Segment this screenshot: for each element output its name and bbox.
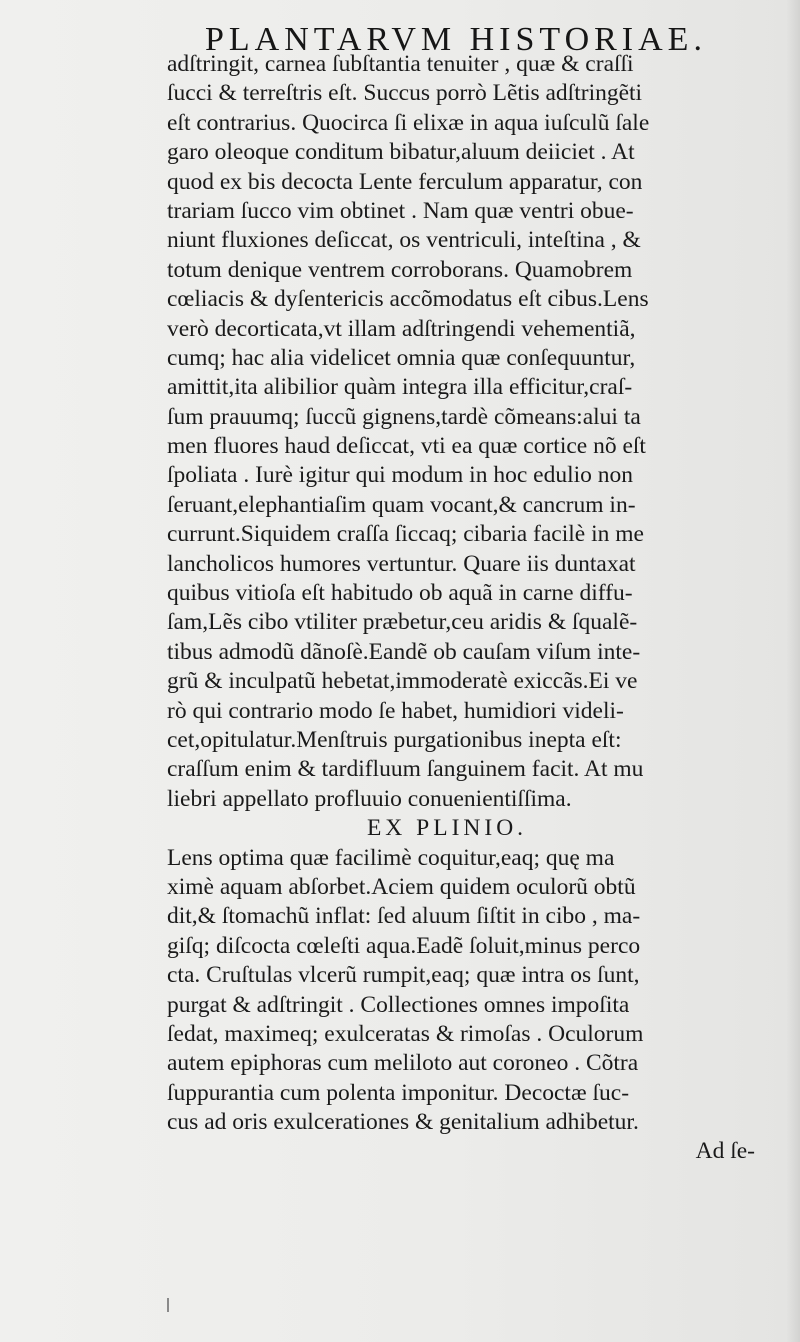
- text-line: ſucci & terreſtris eſt. Succus porrò Lẽtis adſtringẽti: [167, 80, 643, 107]
- text-line: lancholicos humores vertuntur. Quare iis duntaxat: [167, 550, 636, 577]
- text-line: cet,opitulatur.Menſtruis purgationibus inepta eſt:: [167, 726, 622, 753]
- text-line: ſeruant,elephantiaſim quam vocant,& cancrum in-: [167, 491, 636, 518]
- text-line: ſum prauumq; ſuccũ gignens,tardè cõmeans:alui ta: [167, 403, 641, 430]
- text-line: tibus admodũ dãnoſè.Eandẽ ob cauſam viſum inte-: [167, 638, 641, 665]
- catchword: Ad ſe-: [695, 1138, 755, 1165]
- text-line: cœliacis & dyſentericis accõmodatus eſt cibus.Lens: [167, 286, 649, 313]
- text-line: currunt.Siquidem craſſa ſiccaq; cibaria facilè in me: [167, 521, 644, 548]
- text-line: niunt fluxiones deſiccat, os ventriculi, inteſtina , &: [167, 227, 641, 254]
- text-line: liebri appellato profluuio conuenientiſſima.: [167, 785, 572, 812]
- stray-ink-mark: [167, 1298, 169, 1312]
- text-line: amittit,ita alibilior quàm integra illa efficitur,craſ-: [167, 374, 633, 401]
- running-head: PLANTARVM HISTORIAE.: [205, 21, 707, 58]
- text-line: cta. Cruſtulas vlcerũ rumpit,eaq; quæ intra os ſunt,: [167, 962, 640, 989]
- text-line: Lens optima quæ facilimè coquitur,eaq; quę ma: [167, 844, 615, 871]
- text-line: quibus vitioſa eſt habitudo ob aquã in carne diffu-: [167, 580, 633, 607]
- text-line: quod ex bis decocta Lente ferculum apparatur, con: [167, 168, 643, 195]
- text-line: rò qui contrario modo ſe habet, humidiori videli-: [167, 697, 624, 724]
- text-line: purgat & adſtringit . Collectiones omnes impoſita: [167, 991, 630, 1018]
- text-line: ſpoliata . Iurè igitur qui modum in hoc edulio non: [167, 462, 634, 489]
- text-line: eſt contrarius. Quocirca ſi elixæ in aqua iuſculũ ſale: [167, 109, 650, 136]
- text-line: cus ad oris exulcerationes & genitalium adhibetur.: [167, 1109, 639, 1136]
- text-line: adſtringit, carnea ſubſtantia tenuiter , quæ & craſſi: [167, 51, 634, 77]
- text-line: trariam ſucco vim obtinet . Nam quæ ventri obue-: [167, 197, 634, 224]
- text-line: cumq; hac alia videlicet omnia quæ conſequuntur,: [167, 344, 636, 371]
- text-line: garo oleoque conditum bibatur,aluum deiiciet . At: [167, 139, 635, 166]
- text-line: grũ & inculpatũ hebetat,immoderatè exiccãs.Ei ve: [167, 668, 638, 695]
- text-line: dit,& ſtomachũ inflat: ſed aluum ſiſtit in cibo , ma-: [167, 903, 641, 930]
- section-heading: EX PLINIO.: [366, 815, 528, 842]
- text-line: ſam,Lẽs cibo vtiliter præbetur,ceu aridis & ſqualẽ-: [167, 609, 638, 636]
- text-line: autem epiphoras cum meliloto aut coroneo . Cõtra: [167, 1050, 639, 1077]
- text-line: verò decorticata,vt illam adſtringendi vehementiã,: [167, 315, 636, 342]
- text-line: men fluores haud deſiccat, vti ea quæ cortice nõ eſt: [167, 433, 646, 460]
- text-line: totum denique ventrem corroborans. Quamobrem: [167, 256, 633, 283]
- text-line: craſſum enim & tardifluum ſanguinem facit. At mu: [167, 756, 644, 783]
- body-text: [167, 50, 767, 1167]
- text-line: giſq; diſcocta cœleſti aqua.Eadẽ ſoluit,minus perco: [167, 932, 641, 959]
- text-line: ximè aquam abſorbet.Aciem quidem oculorũ obtũ: [167, 873, 636, 900]
- text-line: ſedat, maximeq; exulceratas & rimoſas . Oculorum: [167, 1020, 644, 1047]
- page-edge-shadow: [786, 0, 800, 1342]
- text-line: ſuppurantia cum polenta imponitur. Decoctæ ſuc-: [167, 1079, 630, 1106]
